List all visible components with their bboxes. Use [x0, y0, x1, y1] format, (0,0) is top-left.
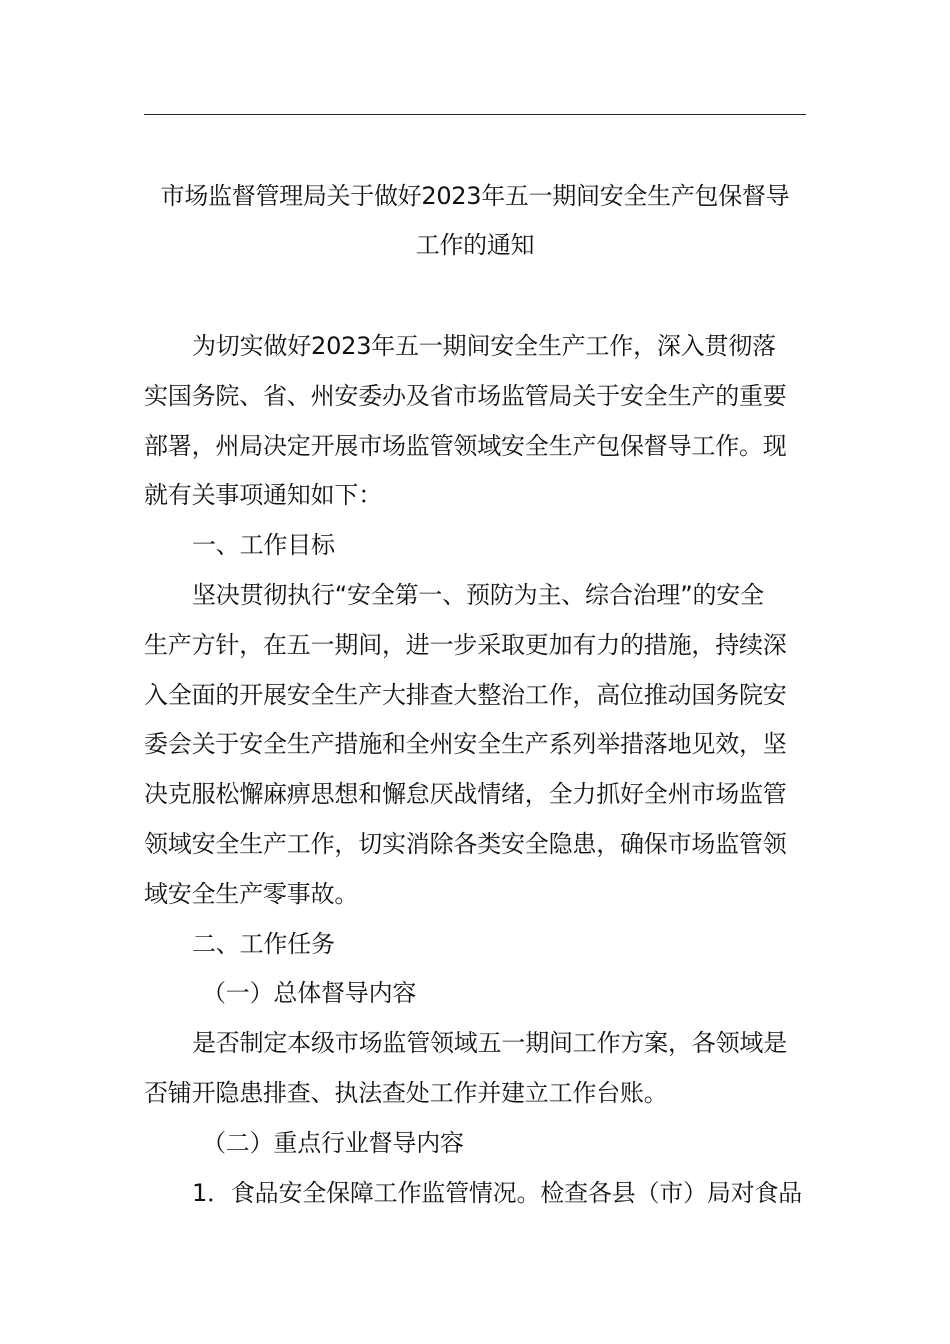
section-heading: 二、工作任务	[192, 929, 335, 958]
section-heading: 一、工作目标	[192, 531, 335, 560]
document-body	[144, 322, 806, 1218]
body-line: 否铺开隐患排查、执法查处工作并建立工作台账。	[144, 1078, 668, 1107]
header-rule	[144, 114, 806, 115]
body-line: 委会关于安全生产措施和全州安全生产系列举措落地见效，坚	[144, 730, 787, 759]
body-line: 域安全生产零事故。	[144, 879, 359, 908]
body-line: 领域安全生产工作，切实消除各类安全隐患，确保市场监管领	[144, 829, 787, 858]
subsection-heading: （一）总体督导内容	[202, 979, 417, 1008]
title-line-2: 工作的通知	[415, 231, 535, 259]
body-line: 部署，州局决定开展市场监管领域安全生产包保督导工作。现	[144, 431, 787, 460]
body-line: 1．食品安全保障工作监管情况。检查各县（市）局对食品	[192, 1178, 803, 1207]
subsection-heading: （二）重点行业督导内容	[202, 1128, 464, 1157]
body-line: 是否制定本级市场监管领域五一期间工作方案，各领域是	[192, 1029, 787, 1058]
body-line: 生产方针，在五一期间，进一步采取更加有力的措施，持续深	[144, 630, 787, 659]
body-line: 就有关事项通知如下：	[144, 481, 382, 510]
body-line: 实国务院、省、州安委办及省市场监管局关于安全生产的重要	[144, 381, 787, 410]
body-line: 入全面的开展安全生产大排查大整治工作，高位推动国务院安	[144, 680, 787, 709]
body-line: 决克服松懈麻痹思想和懈怠厌战情绪，全力抓好全州市场监管	[144, 780, 787, 809]
body-line: 坚决贯彻执行“安全第一、预防为主、综合治理”的安全	[192, 580, 764, 609]
body-line: 为切实做好2023年五一期间安全生产工作，深入贯彻落	[192, 332, 776, 360]
title-line-1: 市场监督管理局关于做好2023年五一期间安全生产包保督导	[160, 182, 790, 210]
document-title	[144, 172, 806, 270]
